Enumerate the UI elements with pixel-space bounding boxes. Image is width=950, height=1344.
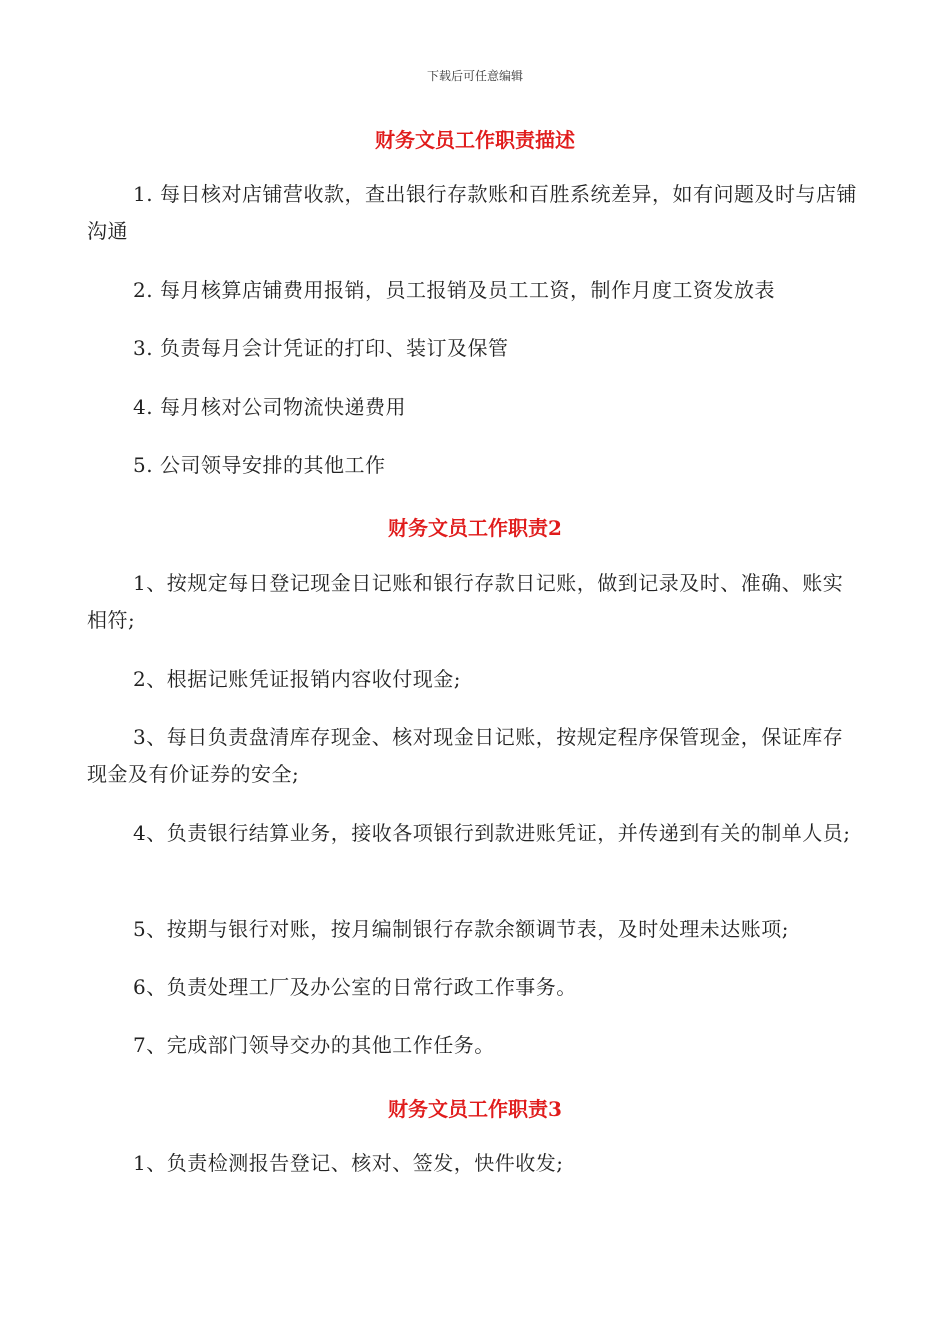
section-1-item-3: 3. 负责每月会计凭证的打印、装订及保管 (133, 336, 509, 360)
section-1-item-4: 4. 每月核对公司物流快递费用 (133, 395, 406, 419)
section-1-item-5: 5. 公司领导安排的其他工作 (133, 453, 386, 477)
section-1-item-1: 1. 每日核对店铺营收款，查出银行存款账和百胜系统差异，如有问题及时与店铺沟通 (87, 182, 857, 243)
section-2-item-5: 5、按期与银行对账，按月编制银行存款余额调节表，及时处理未达账项; (133, 917, 789, 941)
section-title-1: 财务文员工作职责描述 (375, 128, 575, 152)
section-2-item-4: 4、负责银行结算业务，接收各项银行到款进账凭证，并传递到有关的制单人员; (133, 821, 851, 845)
section-1-item-2: 2. 每月核算店铺费用报销，员工报销及员工工资，制作月度工资发放表 (133, 278, 775, 302)
section-2-item-7: 7、完成部门领导交办的其他工作任务。 (133, 1033, 495, 1057)
section-2-item-6: 6、负责处理工厂及办公室的日常行政工作事务。 (133, 975, 577, 999)
section-2-item-3: 3、每日负责盘清库存现金、核对现金日记账，按规定程序保管现金，保证库存现金及有价证券的安全; (87, 725, 844, 786)
section-2-item-2: 2、根据记账凭证报销内容收付现金; (133, 667, 461, 691)
section-title-3: 财务文员工作职责3 (388, 1097, 562, 1121)
section-title-2: 财务文员工作职责2 (388, 516, 562, 540)
header-note: 下载后可任意编辑 (426, 69, 523, 83)
section-3-item-1: 1、负责检测报告登记、核对、签发，快件收发; (133, 1151, 564, 1175)
section-2-item-1: 1、按规定每日登记现金日记账和银行存款日记账，做到记录及时、准确、账实相符; (87, 571, 844, 632)
